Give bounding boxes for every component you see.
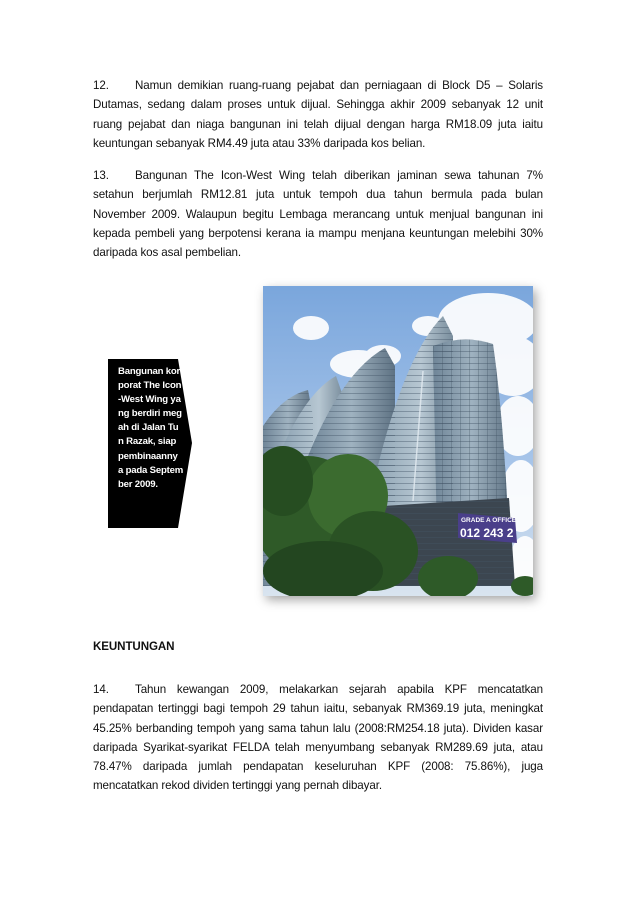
banner-line-2: 012 243 2 (460, 526, 514, 540)
paragraph-text: Tahun kewangan 2009, melakarkan sejarah apabila KPF mencatatkan pendapatan tertinggi bagi tempoh 29 tahun iaitu, sebanyak RM369.19 juta, meningkat 45.25% berbanding tempoh yang sama tahun lalu (2008:RM254.18 juta). Dividen kasar daripada Syarikat-syarikat FELDA telah menyumbang sebanyak RM289.69 juta, atau 78.47% daripada jumlah pendapatan keseluruhan KPF (2008: 75.86%), juga mencatatkan rekod dividen tertinggi yang pernah dibayar. (93, 683, 543, 793)
paragraph-text: Bangunan The Icon-West Wing telah diberikan jaminan sewa tahunan 7% setahun berjumlah RM12.81 juta untuk tempoh dua tahun bermula pada bulan November 2009. Walaupun begitu Lembaga merancang untuk menjual bangunan ini kepada pembeli yang berpotensi kerana ia mampu menjana keuntungan melebihi 30% daripada kos asal pembelian. (93, 169, 543, 260)
banner-line-1: GRADE A OFFICE (461, 517, 517, 524)
paragraph-12 (93, 76, 543, 153)
section-heading-keuntungan: KEUNTUNGAN (93, 640, 175, 653)
building-photo (263, 286, 533, 596)
photo-caption-callout (108, 359, 192, 528)
paragraph-14 (93, 680, 543, 796)
callout-text: Bangunan korporat The Icon-West Wing yang berdiri megah di Jalan Tun Razak, siap pembinaanny a pada September 2009. (118, 366, 184, 490)
paragraph-number: 12. (93, 79, 109, 92)
paragraph-number: 13. (93, 169, 109, 182)
building-banner (458, 513, 517, 543)
paragraph-13 (93, 166, 543, 262)
paragraph-text: Namun demikian ruang-ruang pejabat dan perniagaan di Block D5 – Solaris Dutamas, sedang dalam proses untuk dijual. Sehingga akhir 2009 sebanyak 12 unit ruang pejabat dan niaga bangunan ini telah dijual dengan harga RM18.09 juta iaitu keuntungan sebanyak RM4.49 juta atau 33% daripada kos belian. (93, 79, 543, 150)
icon-west-wing-photo-illustration (263, 286, 533, 596)
paragraph-number: 14. (93, 683, 109, 696)
